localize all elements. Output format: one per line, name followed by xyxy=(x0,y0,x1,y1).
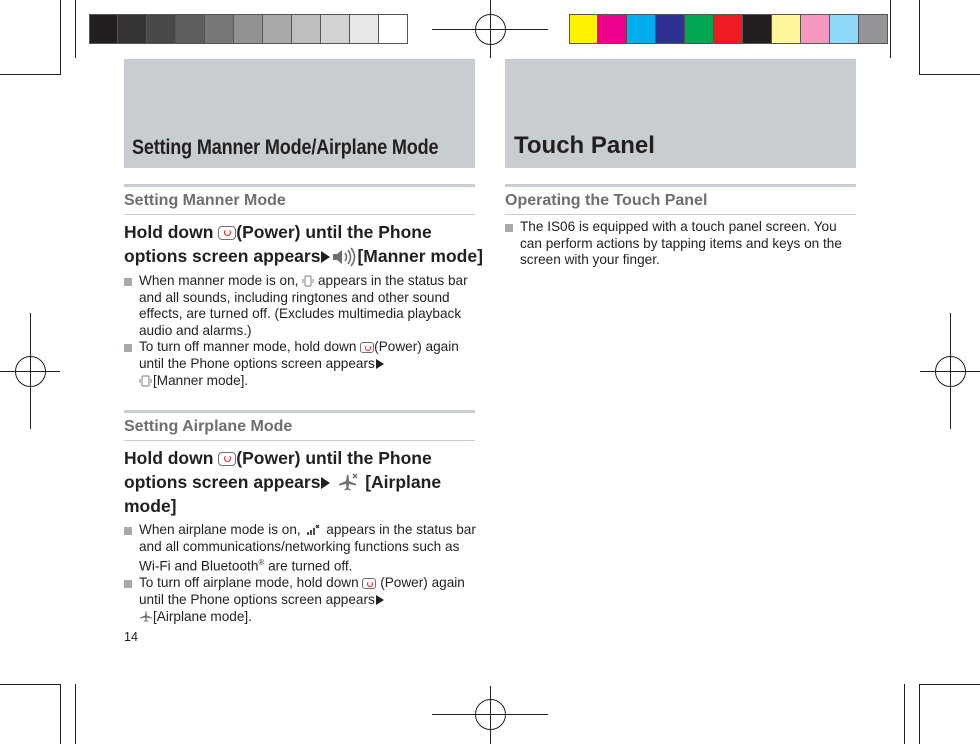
color-swatch xyxy=(379,14,408,44)
airplane-status-icon xyxy=(304,524,322,536)
airplane-step xyxy=(124,446,479,518)
color-swatch xyxy=(714,14,743,44)
manner-mode-small-icon xyxy=(139,375,153,387)
note-text: (Power) again until the Phone options screen appears xyxy=(139,575,465,607)
color-swatch xyxy=(350,14,379,44)
color-swatch xyxy=(743,14,772,44)
arrow-right-icon xyxy=(376,595,384,605)
section-heading-manner: Setting Manner Mode xyxy=(124,192,286,209)
list-item xyxy=(505,219,857,269)
color-swatch xyxy=(627,14,656,44)
section-rule xyxy=(124,440,475,441)
color-swatch xyxy=(685,14,714,44)
airplane-mode-icon xyxy=(336,473,360,493)
airplane-notes xyxy=(124,522,476,625)
manner-step xyxy=(124,220,484,268)
step-text: Hold down xyxy=(124,222,219,242)
section-heading-touch-panel: Operating the Touch Panel xyxy=(505,192,708,209)
color-swatch xyxy=(89,14,118,44)
color-swatch xyxy=(263,14,292,44)
color-swatch xyxy=(234,14,263,44)
step-text: (Power) until the Phone xyxy=(236,448,432,468)
power-key-icon xyxy=(362,578,376,589)
color-swatch xyxy=(147,14,176,44)
chapter-title-left: Setting Manner Mode/Airplane Mode xyxy=(132,136,439,159)
grayscale-color-bar xyxy=(89,14,408,44)
arrow-right-icon xyxy=(376,359,384,369)
note-text: To turn off airplane mode, hold down xyxy=(139,575,363,591)
color-swatch xyxy=(321,14,350,44)
section-rule xyxy=(124,410,475,413)
section-rule xyxy=(124,184,475,187)
arrow-right-icon xyxy=(321,477,330,489)
airplane-small-icon xyxy=(139,611,153,623)
note-text: The IS06 is equipped with a touch panel screen. You can perform actions by tapping items and keys on the screen with your finger. xyxy=(520,219,842,268)
section-heading-airplane: Setting Airplane Mode xyxy=(124,418,293,435)
note-text: [Manner mode]. xyxy=(153,372,249,388)
color-swatch xyxy=(656,14,685,44)
color-swatch xyxy=(205,14,234,44)
section-rule xyxy=(505,214,856,215)
step-text: options screen appears xyxy=(124,246,321,266)
chapter-header-band-right xyxy=(505,59,856,168)
note-text: [Airplane mode]. xyxy=(153,608,252,624)
page-number: 14 xyxy=(124,630,138,644)
color-swatch xyxy=(801,14,830,44)
chapter-header-band-left xyxy=(124,59,475,168)
step-text: [Manner mode] xyxy=(357,246,483,266)
note-text: appears in the status bar and all sounds, including ringtones and other sound effects, are turned off. (Excludes multimedia playback audio and alarms.) xyxy=(139,273,468,338)
registered-mark: ® xyxy=(258,558,265,568)
color-swatch xyxy=(830,14,859,44)
step-text: mode] xyxy=(124,496,177,516)
list-item xyxy=(124,575,476,625)
list-item xyxy=(124,522,476,575)
color-swatch xyxy=(176,14,205,44)
manner-mode-icon xyxy=(331,247,357,267)
color-swatch xyxy=(569,14,598,44)
arrow-right-icon xyxy=(321,251,330,263)
power-key-icon xyxy=(218,452,236,466)
step-text: [Airplane xyxy=(360,472,442,492)
manner-status-icon xyxy=(302,275,314,287)
note-text: appears in the status bar and all communications/networking functions such as Wi-Fi and Bluetooth xyxy=(139,522,476,574)
color-swatch xyxy=(292,14,321,44)
color-swatch xyxy=(859,14,888,44)
note-text: (Power) again until the Phone options screen appears xyxy=(139,339,459,371)
touch-panel-notes xyxy=(505,219,857,269)
list-item xyxy=(124,339,476,389)
note-text: When airplane mode is on, xyxy=(139,522,305,537)
color-swatch xyxy=(772,14,801,44)
power-key-icon xyxy=(360,342,374,353)
note-text: To turn off manner mode, hold down xyxy=(139,339,361,355)
step-text: Hold down xyxy=(124,448,219,468)
color-swatch xyxy=(598,14,627,44)
section-rule xyxy=(124,214,475,215)
chapter-title-right: Touch Panel xyxy=(514,132,655,159)
section-rule xyxy=(505,184,856,187)
process-color-bar xyxy=(569,14,888,44)
note-text: When manner mode is on, xyxy=(139,273,303,288)
note-text: are turned off. xyxy=(264,558,353,574)
step-text: (Power) until the Phone xyxy=(236,222,432,242)
color-swatch xyxy=(118,14,147,44)
manner-notes xyxy=(124,273,476,389)
power-key-icon xyxy=(218,226,236,240)
step-text: options screen appears xyxy=(124,472,321,492)
list-item xyxy=(124,273,476,339)
